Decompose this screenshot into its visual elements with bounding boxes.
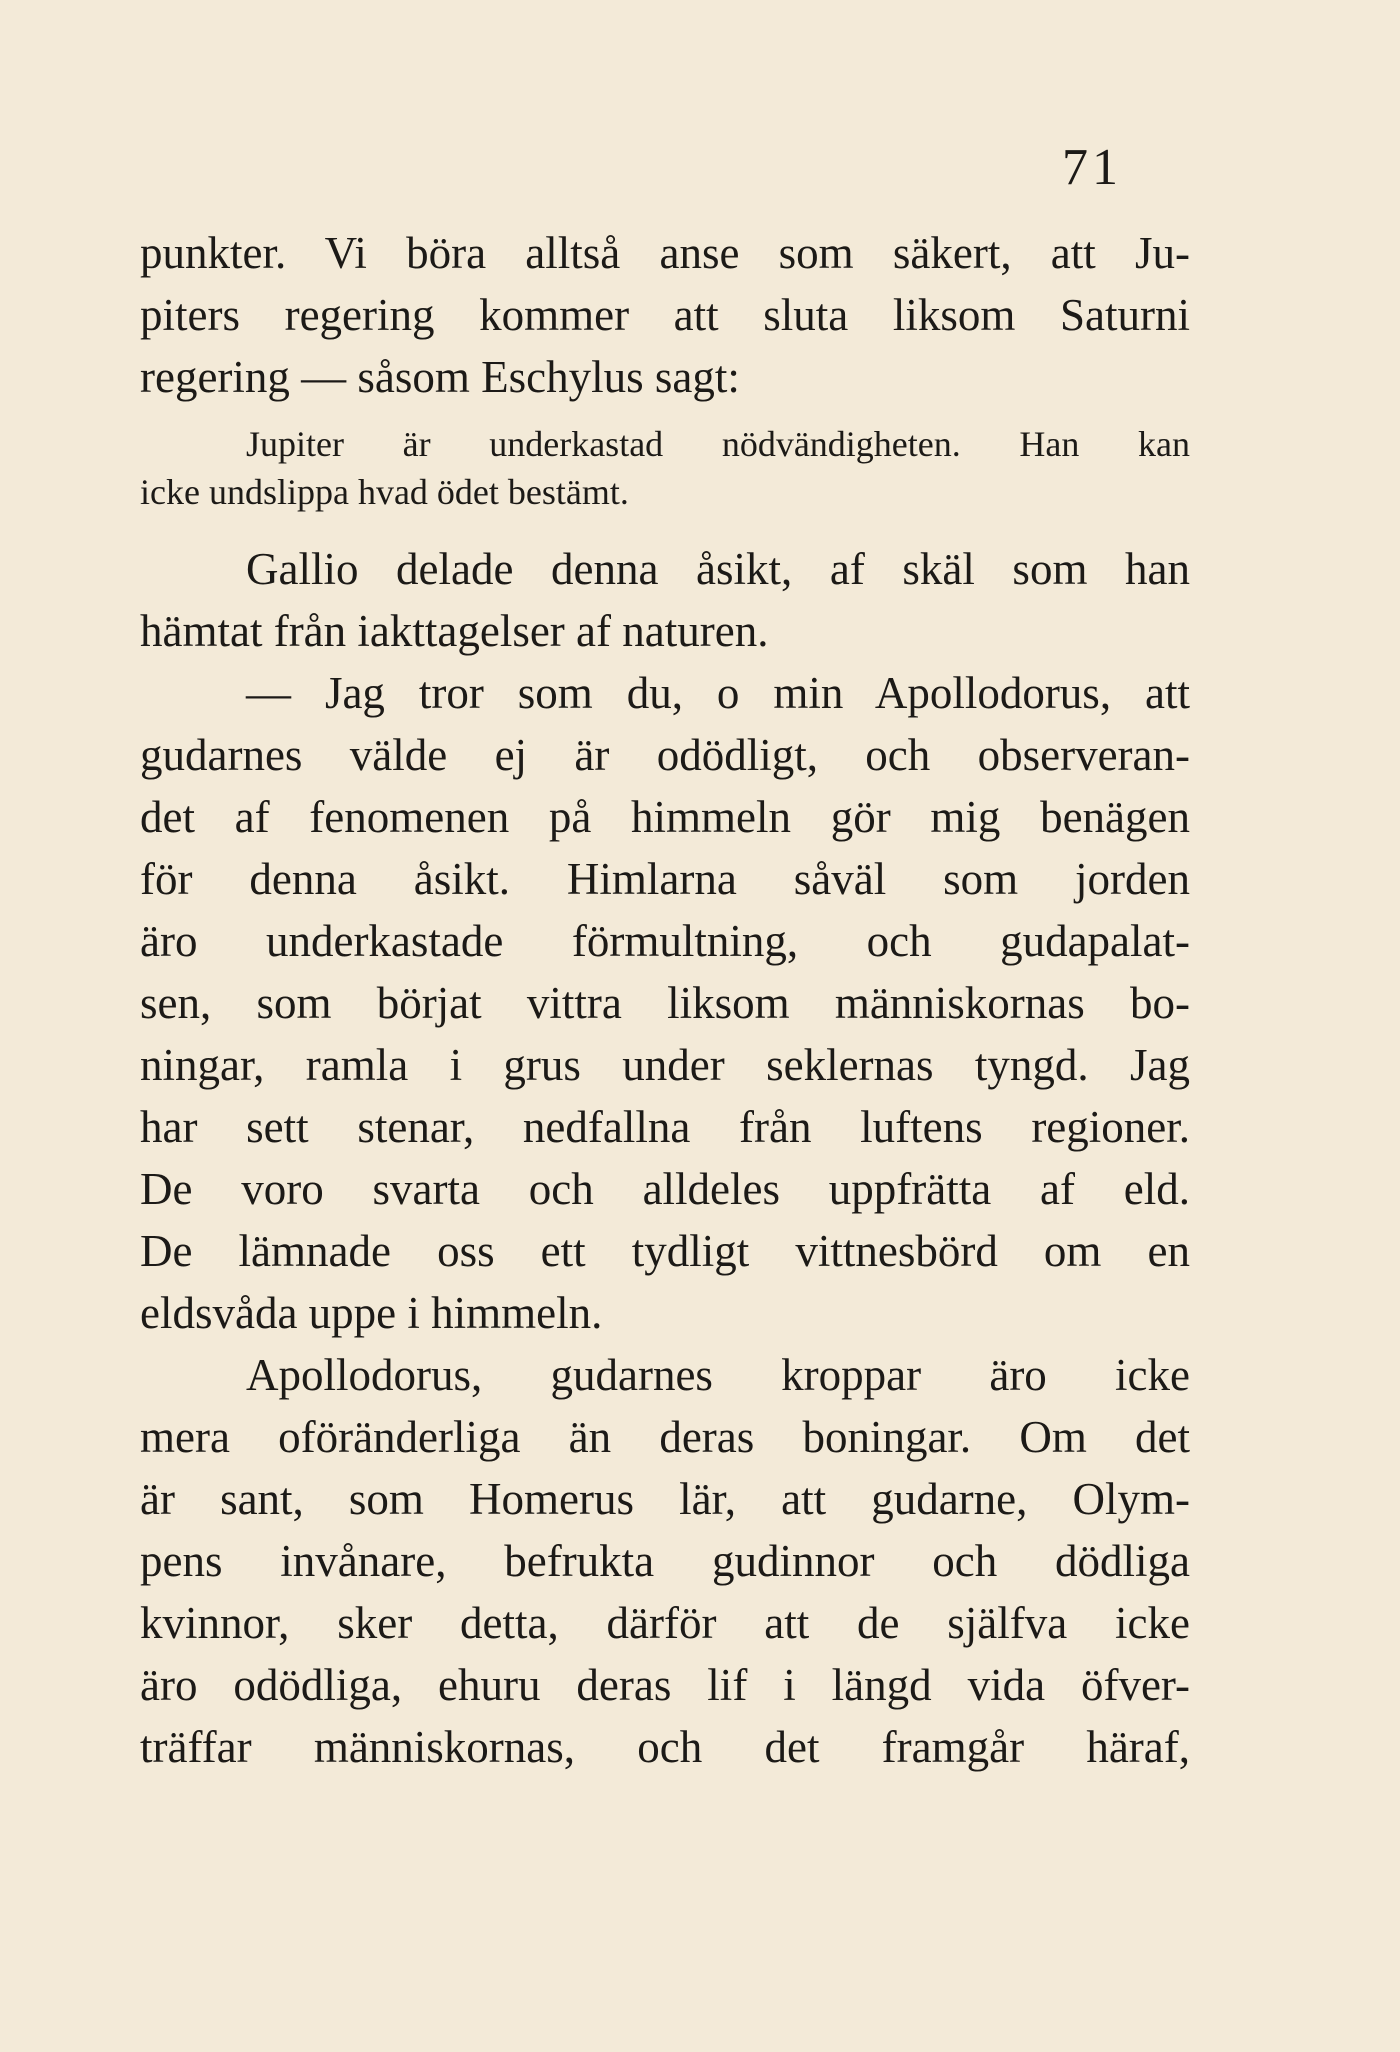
text-line: det af fenomenen på himmeln gör mig benägen — [140, 792, 1190, 842]
spacer — [140, 408, 1190, 420]
text-line: — Jag tror som du, o min Apollodorus, att — [246, 668, 1190, 718]
paragraph-1 — [140, 222, 1190, 408]
paragraph-3 — [140, 662, 1190, 1344]
text-line: är sant, som Homerus lär, att gudarne, Olym- — [140, 1474, 1190, 1524]
text-line: eldsvåda uppe i himmeln. — [140, 1288, 603, 1338]
text-line: kvinnor, sker detta, därför att de själfva icke — [140, 1598, 1190, 1648]
text-line: har sett stenar, nedfallna från luftens regioner. — [140, 1102, 1190, 1152]
page-number: 71 — [1062, 139, 1122, 196]
text-line: De lämnade oss ett tydligt vittnesbörd om en — [140, 1226, 1190, 1276]
text-line: hämtat från iakttagelser af naturen. — [140, 606, 769, 656]
quote-line: icke undslippa hvad ödet bestämt. — [140, 472, 629, 512]
text-line: äro odödliga, ehuru deras lif i längd vida öfver- — [140, 1660, 1190, 1710]
text-line: mera oföränderliga än deras boningar. Om det — [140, 1412, 1190, 1462]
text-line: regering — såsom Eschylus sagt: — [140, 352, 740, 402]
spacer — [140, 516, 1190, 538]
text-line: piters regering kommer att sluta liksom Saturni — [140, 290, 1190, 340]
page-text — [140, 222, 1190, 1778]
paragraph-2 — [140, 538, 1190, 662]
text-line: äro underkastade förmultning, och gudapalat- — [140, 916, 1190, 966]
text-line: sen, som börjat vittra liksom människornas bo- — [140, 978, 1190, 1028]
quote-line: Jupiter är underkastad nödvändigheten. Han kan — [246, 424, 1190, 464]
text-line: för denna åsikt. Himlarna såväl som jorden — [140, 854, 1190, 904]
text-line: De voro svarta och alldeles uppfrätta af eld. — [140, 1164, 1190, 1214]
text-line: gudarnes välde ej är odödligt, och observeran- — [140, 730, 1190, 780]
quotation — [140, 420, 1190, 516]
text-line: Apollodorus, gudarnes kroppar äro icke — [246, 1350, 1190, 1400]
text-line: träffar människornas, och det framgår häraf, — [140, 1722, 1190, 1772]
paragraph-4 — [140, 1344, 1190, 1778]
text-line: ningar, ramla i grus under seklernas tyngd. Jag — [140, 1040, 1190, 1090]
text-line: punkter. Vi böra alltså anse som säkert, att Ju- — [140, 228, 1190, 278]
text-line: Gallio delade denna åsikt, af skäl som han — [246, 544, 1190, 594]
text-line: pens invånare, befrukta gudinnor och dödliga — [140, 1536, 1190, 1586]
